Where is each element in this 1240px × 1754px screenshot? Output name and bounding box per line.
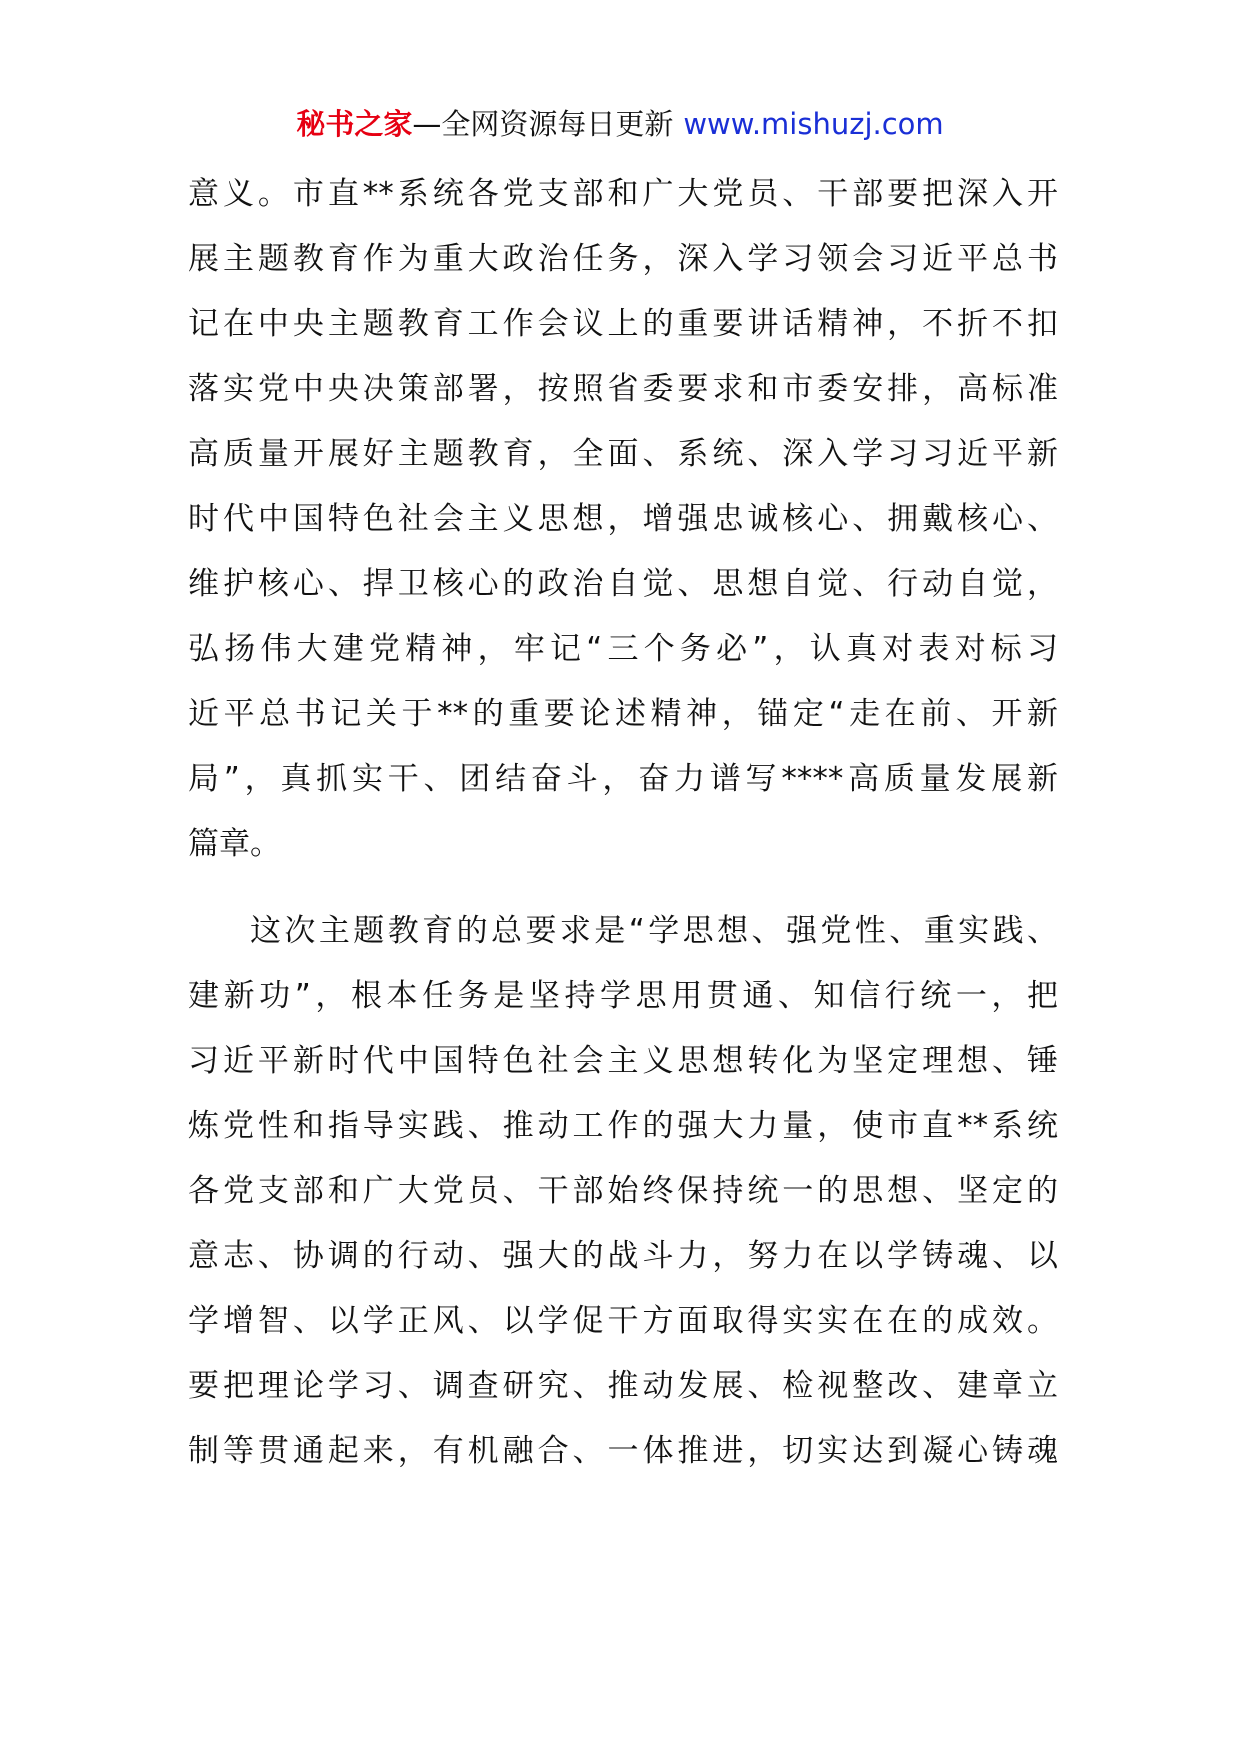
- text-line: 意义。市直**系统各党支部和广大党员、干部要把深入开: [188, 176, 1058, 212]
- text-line: 习近平新时代中国特色社会主义思想转化为坚定理想、锤: [188, 1043, 1058, 1079]
- page-header: [0, 102, 1240, 146]
- text-line: 近平总书记关于**的重要论述精神，锚定“走在前、开新: [188, 696, 1058, 732]
- document-body: [188, 162, 1058, 1484]
- text-line: 落实党中央决策部署，按照省委要求和市委安排，高标准: [188, 371, 1058, 407]
- brand-name: 秘书之家: [296, 107, 413, 141]
- text-line: 意志、协调的行动、强大的战斗力，努力在以学铸魂、以: [188, 1238, 1058, 1274]
- paragraph-1: [188, 162, 1058, 877]
- text-line: 学增智、以学正风、以学促干方面取得实实在在的成效。: [188, 1303, 1058, 1339]
- text-line: 弘扬伟大建党精神，牢记“三个务必”，认真对表对标习: [188, 631, 1058, 667]
- paragraph-2: [188, 899, 1058, 1484]
- text-line: 记在中央主题教育工作会议上的重要讲话精神，不折不扣: [188, 306, 1058, 342]
- text-line: 展主题教育作为重大政治任务，深入学习领会习近平总书: [188, 241, 1058, 277]
- text-line: 高质量开展好主题教育，全面、系统、深入学习习近平新: [188, 436, 1058, 472]
- text-line: 建新功”，根本任务是坚持学思用贯通、知信行统一，把: [188, 978, 1058, 1014]
- paragraph-spacer: [188, 877, 1058, 899]
- text-line: 维护核心、捍卫核心的政治自觉、思想自觉、行动自觉，: [188, 566, 1058, 602]
- header-tagline: —全网资源每日更新: [412, 107, 674, 141]
- text-line: 时代中国特色社会主义思想，增强忠诚核心、拥戴核心、: [188, 501, 1058, 537]
- text-line: 这次主题教育的总要求是“学思想、强党性、重实践、: [250, 913, 1058, 949]
- text-line: 篇章。: [188, 826, 281, 862]
- text-line: 各党支部和广大党员、干部始终保持统一的思想、坚定的: [188, 1173, 1058, 1209]
- site-url-link[interactable]: www.mishuzj.com: [683, 107, 944, 141]
- text-line: 局”，真抓实干、团结奋斗，奋力谱写****高质量发展新: [188, 761, 1058, 797]
- text-line: 要把理论学习、调查研究、推动发展、检视整改、建章立: [188, 1368, 1058, 1404]
- text-line: 炼党性和指导实践、推动工作的强大力量，使市直**系统: [188, 1108, 1058, 1144]
- text-line: 制等贯通起来，有机融合、一体推进，切实达到凝心铸魂: [188, 1433, 1058, 1469]
